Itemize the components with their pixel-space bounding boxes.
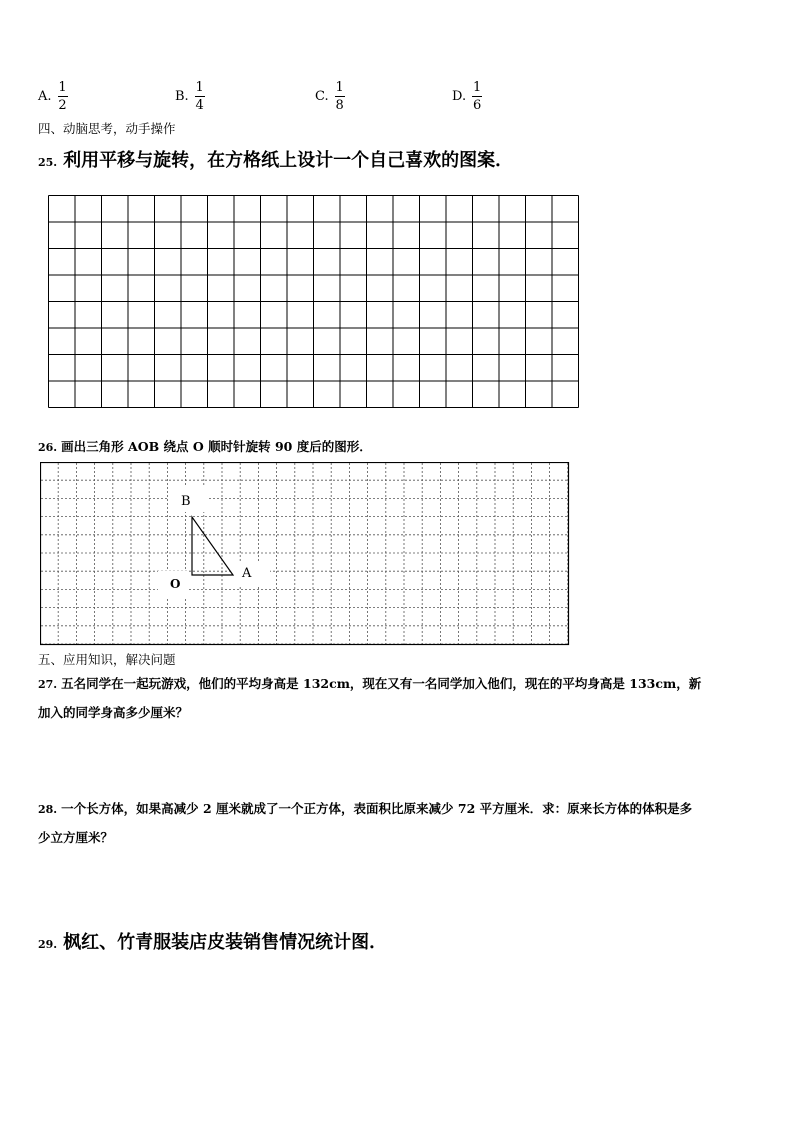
question-28 [38,795,692,852]
question-text-line1: 五名同学在一起玩游戏，他们的平均身高是 132cm，现在又有一名同学加入他们，现在的平均身高是 133cm，新 [61,676,702,691]
section-heading-5: 五、应用知识，解决问题 [38,652,176,667]
triangle-aob [192,517,233,575]
numerator: 1 [472,80,482,95]
vertex-label-a: A [242,566,252,581]
question-text-line2: 加入的同学身高多少厘米？ [38,705,189,720]
question-number: 29. [38,938,58,951]
square-grid-paper [48,195,580,411]
numerator: 1 [335,80,344,95]
fraction-bar [472,96,482,97]
choice-a [38,80,68,113]
fraction-bar [195,96,205,97]
choice-d [452,80,482,113]
point-label-o: O [170,577,181,591]
choice-letter: B. [175,89,189,104]
fraction [58,80,68,113]
question-text: 枫红、竹青服装店皮装销售情况统计图． [63,932,388,953]
choice-letter: C. [315,89,329,104]
question-29 [38,928,387,954]
vertex-label-b: B [181,494,191,509]
question-text-line2: 少立方厘米？ [38,830,114,845]
question-number: 25. [38,156,58,169]
numerator: 1 [195,80,204,95]
choice-letter: D. [452,89,467,104]
question-27 [38,670,701,727]
choice-letter: A. [38,89,52,104]
question-26 [38,437,372,455]
question-number: 27. [38,678,58,691]
fraction [472,80,482,113]
denominator: 8 [335,98,344,113]
numerator: 1 [58,80,67,95]
denominator: 2 [58,98,67,113]
grid-frame [41,463,569,645]
choice-c [315,80,345,113]
question-text-line1: 一个长方体，如果高减少 2 厘米就成了一个正方体，表面积比原来减少 72 平方厘米．求：原来长方体的体积是多 [61,801,693,816]
dashed-grid-diagram [40,462,572,646]
question-25 [38,146,513,172]
fraction [335,80,345,113]
denominator: 6 [472,98,482,113]
question-number: 28. [38,803,58,816]
fraction-bar [335,96,345,97]
section-heading-4: 四、动脑思考，动手操作 [38,121,176,136]
dashed-grid-lines [41,463,568,644]
fraction [195,80,205,113]
question-number: 26. [38,441,58,454]
fraction-bar [58,96,68,97]
question-text: 画出三角形 AOB 绕点 O 顺时针旋转 90 度后的图形． [61,439,372,454]
denominator: 4 [195,98,204,113]
question-text: 利用平移与旋转，在方格纸上设计一个自己喜欢的图案． [63,150,514,171]
choice-b [175,80,205,113]
